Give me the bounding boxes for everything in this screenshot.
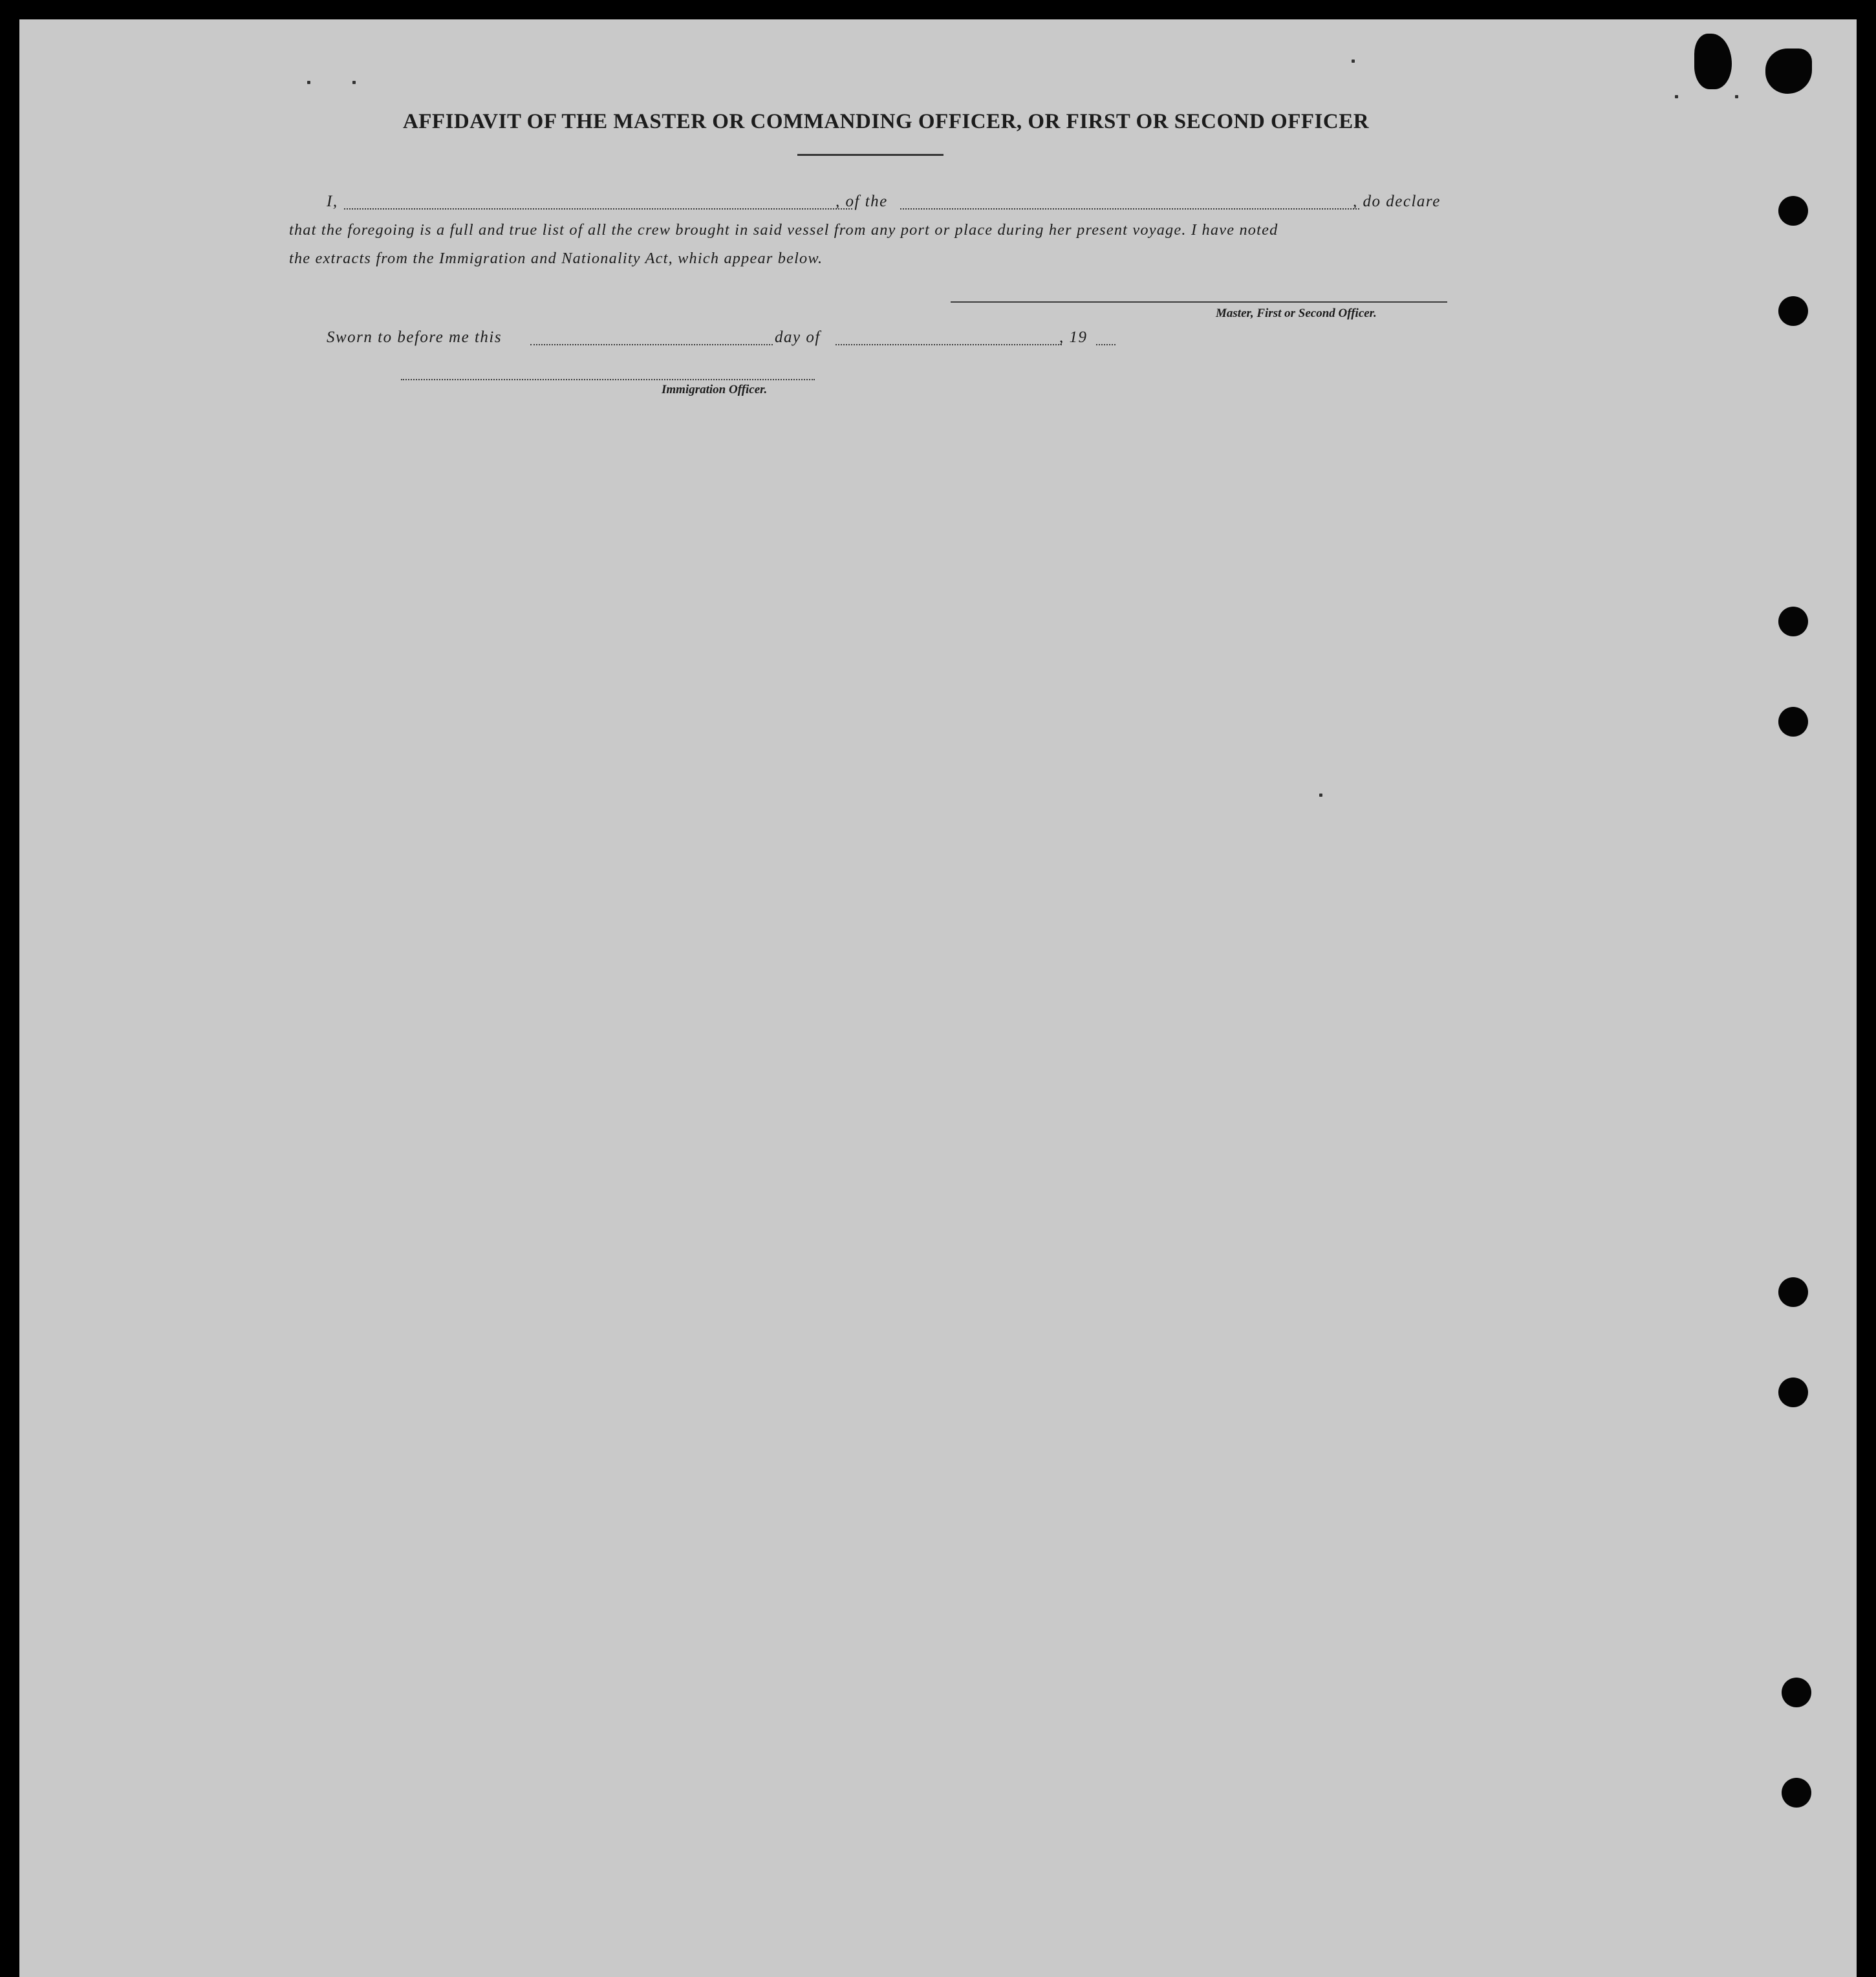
binder-hole-icon (1778, 607, 1808, 636)
immigration-officer-signature-line (401, 379, 815, 380)
affidavit-title: AFFIDAVIT OF THE MASTER OR COMMANDING OFFICER, OR FIRST OR SECOND OFFICER (402, 110, 1370, 133)
declaration-line-2: that the foregoing is a full and true list of all the crew brought in said vessel from any port or place during her present voyage. I have noted (289, 221, 1278, 239)
title-underline (797, 154, 943, 156)
binder-hole-icon (1778, 707, 1808, 737)
immigration-officer-caption: Immigration Officer. (662, 383, 768, 396)
vessel-blank-line (900, 208, 1359, 210)
master-signature-line (951, 301, 1447, 303)
declaration-do-declare: , do declare (1353, 193, 1441, 210)
document-page (19, 19, 1857, 1977)
binder-hole-icon (1782, 1778, 1811, 1808)
declaration-prefix: I, (327, 193, 338, 210)
binder-hole-icon (1778, 1277, 1808, 1307)
binder-hole-icon (1778, 296, 1808, 326)
declaration-of-the: , of the (836, 193, 888, 210)
master-signature-caption: Master, First or Second Officer. (1216, 307, 1377, 320)
sworn-year-blank-line (1096, 344, 1116, 345)
sworn-day-of: day of (775, 329, 821, 346)
torn-mark-icon (1694, 34, 1732, 89)
sworn-month-blank-line (836, 344, 1062, 345)
binder-hole-icon (1778, 1377, 1808, 1407)
binder-hole-icon (1778, 196, 1808, 226)
torn-mark-icon (1765, 49, 1812, 94)
name-blank-line (344, 208, 852, 210)
sworn-prefix: Sworn to before me this (327, 329, 502, 346)
declaration-line-3: the extracts from the Immigration and Nationality Act, which appear below. (289, 250, 823, 267)
binder-hole-icon (1782, 1678, 1811, 1707)
sworn-day-blank-line (530, 344, 773, 345)
sworn-year-prefix: , 19 (1059, 329, 1088, 346)
